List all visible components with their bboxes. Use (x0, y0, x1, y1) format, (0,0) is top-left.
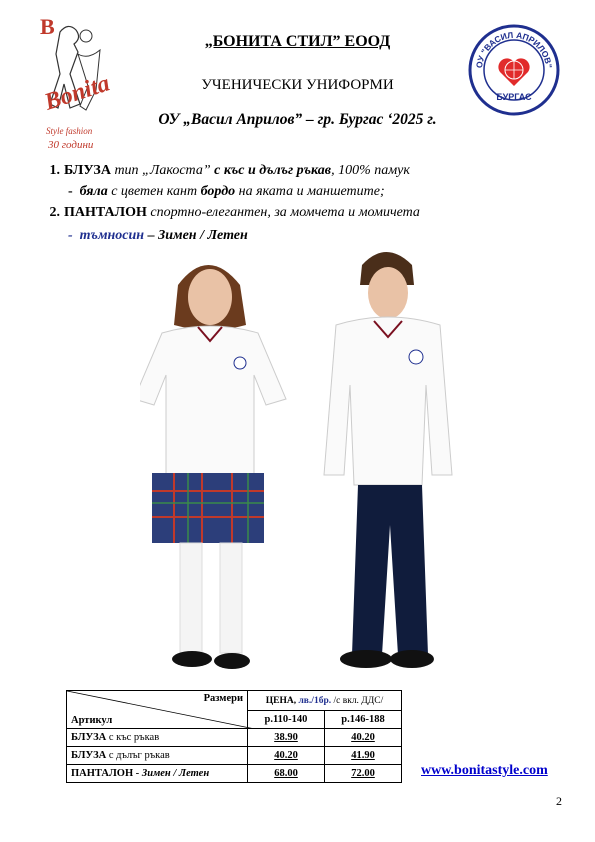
price-cell: 41.90 (325, 747, 402, 765)
article-cell (67, 765, 248, 783)
price-cell: 72.00 (325, 765, 402, 783)
table-row (67, 765, 402, 783)
uniform-photo (140, 245, 460, 685)
article-cell (67, 747, 248, 765)
table-row (67, 729, 402, 747)
price-vat: /с вкл. ДДС/ (331, 695, 384, 706)
page-number: 2 (556, 794, 562, 808)
detail-text: – Зимен / Летен (144, 228, 248, 243)
article-desc: с къс ръкав (106, 732, 160, 743)
article-name: ПАНТАЛОН (71, 768, 134, 779)
item-blouse-detail (68, 184, 385, 200)
item-description: спортно-елегантен, за момчета и момичета (146, 205, 420, 220)
item-sleeve: с къс и дълъг ръкав (214, 163, 332, 178)
article-label: Артикул (71, 715, 113, 726)
price-header (248, 691, 402, 711)
detail-trim-color: бордо (200, 184, 236, 199)
website-link[interactable]: www.bonitastyle.com (421, 763, 548, 778)
price-table (66, 690, 402, 783)
price-cell: 38.90 (248, 729, 325, 747)
item-number: 2. (49, 205, 60, 220)
item-material: , 100% памук (331, 163, 410, 178)
bullet-dash: - (68, 184, 73, 199)
size-col-1: р.110-140 (248, 711, 325, 729)
price-cell: 40.20 (325, 729, 402, 747)
school-logo-top-text: ОУ "ВАСИЛ АПРИЛОВ" (473, 29, 554, 69)
detail-text: на яката и маншетите; (235, 184, 385, 199)
price-cell: 40.20 (248, 747, 325, 765)
sizes-label: Размери (203, 693, 243, 704)
price-unit: лв./1бр. (298, 695, 332, 706)
diagonal-header-cell (67, 691, 248, 729)
bonita-tagline: Style fashion (46, 126, 93, 136)
detail-text: с цветен кант (107, 184, 201, 199)
article-cell (67, 729, 248, 747)
students-in-uniform-image (140, 245, 460, 685)
table-header-row (67, 691, 402, 711)
bullet-dash: - (68, 228, 73, 243)
school-title: ОУ „Васил Априлов” – гр. Бургас ‘2025 г. (158, 111, 437, 128)
item-number: 1. (49, 163, 60, 178)
price-label: ЦЕНА, (265, 695, 299, 706)
bonita-brand: Bonita (41, 70, 113, 116)
detail-color: тъмносин (79, 228, 145, 243)
detail-color: бяла (79, 184, 108, 199)
school-logo-bottom-text: БУРГАС (496, 92, 532, 102)
item-blouse (40, 163, 410, 179)
svg-text:B: B (40, 14, 55, 39)
boy-figure (324, 252, 452, 668)
article-name: БЛУЗА (71, 732, 107, 743)
item-name: БЛУЗА (64, 163, 111, 178)
article-name: БЛУЗА (71, 750, 107, 761)
size-col-2: р.146-188 (325, 711, 402, 729)
company-name: „БОНИТА СТИЛ” ЕООД (204, 33, 391, 50)
table-row (67, 747, 402, 765)
article-desc: - Зимен / Летен (133, 768, 210, 779)
bonita-years: 30 години (48, 139, 94, 151)
price-cell: 68.00 (248, 765, 325, 783)
article-desc: с дълъг ръкав (106, 750, 170, 761)
item-trousers-detail (68, 228, 248, 244)
document-subtitle: УЧЕНИЧЕСКИ УНИФОРМИ (201, 77, 394, 93)
item-type: тип „Лакоста” (114, 163, 215, 178)
item-name: ПАНТАЛОН (64, 205, 147, 220)
girl-figure (140, 265, 286, 669)
item-trousers (40, 205, 420, 221)
